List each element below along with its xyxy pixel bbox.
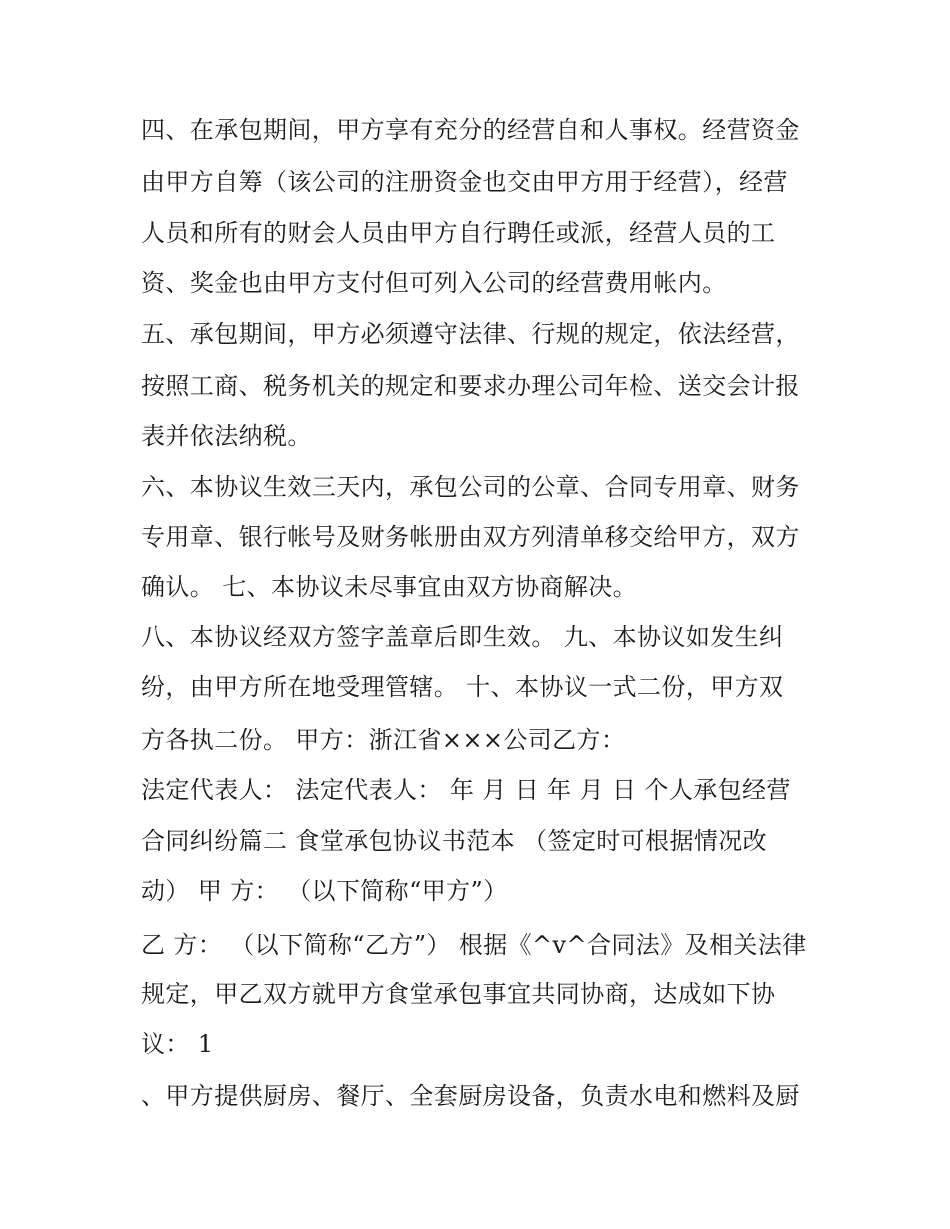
text-line: 八、本协议经双方签字盖章后即生效。 九、本协议如发生纠 [141, 623, 784, 651]
text-line: 议： 1 [141, 1030, 214, 1058]
text-line: 由甲方自筹（该公司的注册资金也交由甲方用于经营），经营 [141, 168, 788, 196]
text-line: 按照工商、税务机关的规定和要求办理公司年检、送交会计报 [141, 372, 800, 400]
text-line: 合同纠纷篇二 食堂承包协议书范本 （签定时可根据情况改 [141, 827, 768, 855]
text-line: 确认。 七、本协议未尽事宜由双方协商解决。 [141, 573, 638, 601]
text-line: 动） 甲 方： （以下简称“甲方”） [141, 877, 508, 905]
text-line: 专用章、银行帐号及财务帐册由双方列清单移交给甲方，双方 [141, 523, 800, 551]
text-line: 表并依法纳税。 [141, 422, 312, 450]
text-line: 六、本协议生效三天内，承包公司的公章、合同专用章、财务 [141, 473, 800, 501]
text-line: 、甲方提供厨房、餐厅、全套厨房设备，负责水电和燃料及厨 [141, 1082, 800, 1110]
text-line: 法定代表人： 法定代表人： 年 月 日 年 月 日 个人承包经营 [141, 776, 791, 804]
text-line: 纷，由甲方所在地受理管辖。 十、本协议一式二份，甲方双 [141, 673, 784, 701]
text-line: 五、承包期间，甲方必须遵守法律、行规的规定，依法经营， [141, 320, 800, 348]
text-line: 四、在承包期间，甲方享有充分的经营自和人事权。经营资金 [141, 116, 800, 144]
text-line: 方各执二份。 甲方：浙江省×××公司乙方： [141, 726, 626, 754]
text-line: 资、奖金也由甲方支付但可列入公司的经营费用帐内。 [141, 269, 727, 297]
text-line: 规定，甲乙双方就甲方食堂承包事宜共同协商，达成如下协 [141, 980, 776, 1008]
text-line: 人员和所有的财会人员由甲方自行聘任或派，经营人员的工 [141, 219, 776, 247]
text-line: 乙 方： （以下简称“乙方”） 根据《^v^合同法》及相关法律 [141, 931, 807, 959]
